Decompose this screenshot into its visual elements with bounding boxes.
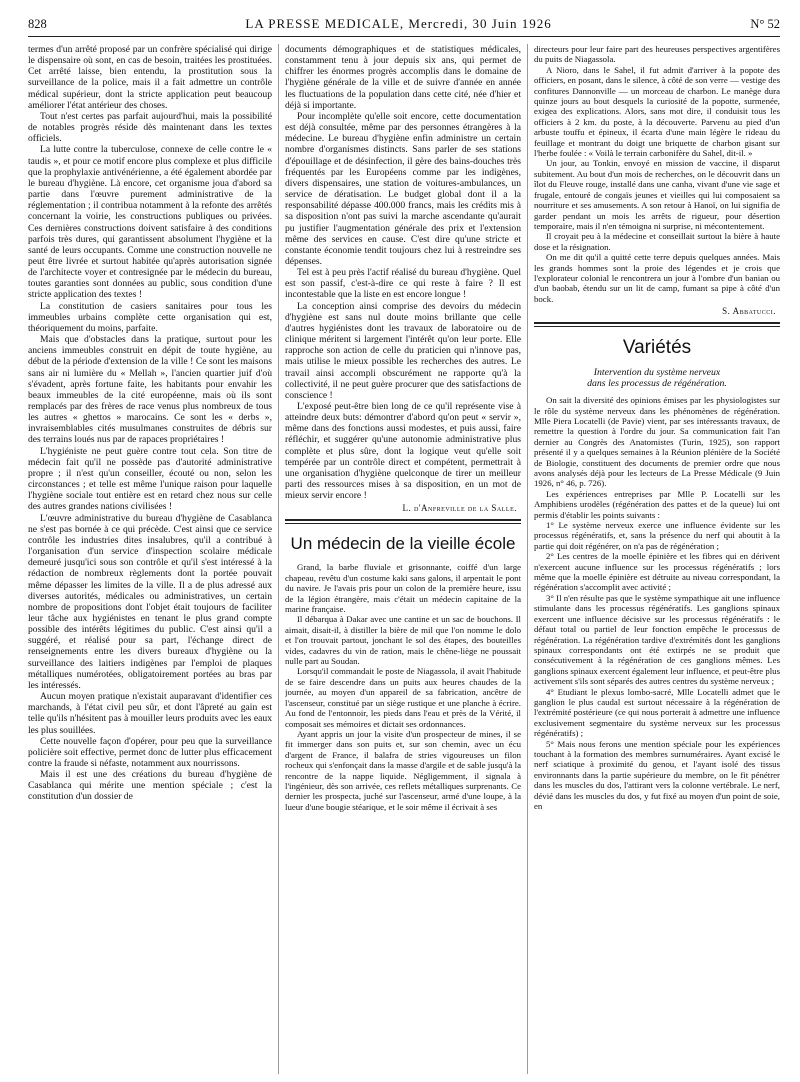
paragraph: Un jour, au Tonkin, envoyé en mission de vaccine, il disparut subitement. Au bout d'un mois de recherches, on le découvrit dans un îlot du Fleuve rouge, installé dans une canha, vivant d'une vie sage et frugale, entouré de congaïs jeunes et vieilles qui lui composaient sa nourriture et ses amusements. A son retour à Hanoï, on lui signifia de garder pendant un mois les arrêts de rigueur, pour désertion temporaire, mais il n'en témoigna ni surprise, ni mécontentement. <box>534 158 780 231</box>
paragraph: La conception ainsi comprise des devoirs du médecin d'hygiène est sans nul doute moins brillante que celle d'autres hygiénistes dont les travaux de laboratoire ou de clinique méritent si largement l'intérêt qu'on leur porte. Elle rapproche son action de celle du praticien qui n'innove pas, mais utilise le mieux possible les recherches des autres. Le travail ainsi accompli obscurément ne rapporte qu'à la collectivité, il ne peut guère procurer que des satisfactions de conscience ! <box>285 300 521 401</box>
column-divider <box>278 44 279 1074</box>
paragraph: Lorsqu'il commandait le poste de Niagassola, il avait l'habitude de se faire descendre dans un puits aux heures chaudes de la journée, au moyen d'un appareil de sa fabrication, ancêtre de l'ascenseur, constitué par un siège rustique et une planche à écrire. Au fond de l'entonnoir, les pieds dans l'eau et près de la Vérité, il composait ses mémoires et dictait ses ordonnances. <box>285 666 521 729</box>
paragraph: 5° Mais nous ferons une mention spéciale pour les expériences touchant à la formation des membres surnuméraires. Ayant excisé le nerf sciatique à proximité du genou, et l'ayant isolé des tissus environnants dans la partie supérieure du membre, on le fit pénétrer dans les muscles du dos, l'attirant vers la colonne vertébrale. Le nerf, dévié dans les muscles du dos, y fut fixé au moyen d'un point de soie, en <box>534 738 780 811</box>
paragraph: documents démographiques et de statistiques médicales, constamment tenu à jour depuis six ans, qui permet de chiffrer les énormes progrès accomplis dans le domaine de l'hygiène générale de la ville et de suivre d'année en année les fluctuations de la population dans cette cité, née d'hier et déjà si importante. <box>285 44 521 111</box>
page-header <box>28 14 780 34</box>
page-number: 828 <box>28 16 47 31</box>
subtitle-line: dans les processus de régénération. <box>587 378 727 390</box>
paragraph: 4° Etudiant le plexus lombo-sacré, Mlle Locatelli admet que le ganglion le plus caudal est surtout nécessaire à la régénération de l'extrémité postérieure (ce qui nous porterait à admettre une influence exclusivement segmentaire du système nerveux sur les processus régénératifs) ; <box>534 686 780 739</box>
paragraph: On sait la diversité des opinions émises par les physiologistes sur le rôle du système nerveux dans les phénomènes de régénération. Mlle Piera Locatelli (de Pavie) vient, par ses intéressants travaux, de remettre la question à l'ordre du jour. Sa communication fait l'an dernier au Congrès des Anatomistes (Turin, 1925), son rapport présenté il y a quelques semaines à la Réunion plénière de la Société de Biologie, constituent des documents de premier ordre que nous avons analysés déjà pour les lecteurs de La Presse Médicale (9 Juin 1926, n° 46, p. 726). <box>534 395 780 489</box>
column-3 <box>534 44 780 1074</box>
column-divider <box>527 44 528 1074</box>
paragraph: 3° Il n'en résulte pas que le système sympathique ait une influence stimulante dans les processus régénératifs. Les ganglions spinaux exercent une influence décisive sur les processus régénératifs : le défaut total ou partiel de leur fonction empêche le processus de régénération. La régénération tardive d'extrémités dont les ganglions spinaux correspondants ont été extirpés ne se produit que consécutivement à la régénération de ces ganglions mêmes. Les ganglions spinaux exercent également leur influence, et peut-être plus activement s'ils sont séparés des autres centres du système nerveux ; <box>534 592 780 687</box>
paragraph: Ayant appris un jour la visite d'un prospecteur de mines, il se fit immerger dans son puits et, sur son chemin, avec un écu d'argent de France, il balafra de stries vigoureuses un filon rocheux qui s'enfonçait dans la masse d'argile et de sable jusqu'à la rencontre de la nappe liquide. Négligemment, il signala à l'ingénieur, dès son arrivée, ces reflets métalliques surprenants. Ce dernier les prospecta, juché sur l'ascenseur, armé d'une loupe, à la lueur d'une bougie stéarique, et le soir même il écrivait à ses <box>285 728 521 812</box>
issue-number: N° 52 <box>750 16 780 31</box>
paragraph: La lutte contre la tuberculose, connexe de celle contre le « taudis », et pour ce motif encore plus complexe et plus difficile que la prophylaxie antivénérienne, a été également abordée par le bureau d'hygiène. Là encore, cet organisme joua d'abord sa partie dans l'œuvre purement administrative de la réglementation ; il contribua notamment à la refonte des arrêtés concernant la voirie, les constructions publiques ou privées. Ces dernières constructions doivent satisfaire à des conditions parfois très dures, qui garantissent absolument l'hygiène et la santé de leurs occupants. Comme une construction nouvelle ne peut être livrée et surtout habitée qu'après autorisation signée de l'architecte voyer et contresignée par le médecin du bureau, toutes garanties sont données au public, sous condition d'une stricte application des textes ! <box>28 144 272 301</box>
paragraph: directeurs pour leur faire part des heureuses perspectives argentifères du puits de Niagassola. <box>534 44 780 65</box>
section-separator <box>534 322 780 327</box>
paragraph: Pour incomplète qu'elle soit encore, cette documentation est déjà consultée, même par des personnes étrangères à la médecine. Le bureau d'hygiène enfin administre un certain nombre d'organismes distincts. Sans parler de ses stations d'épouillage et de désinfection, il gère des bains-douches très fréquentés par les Européens comme par les indigènes, divers dispensaires, une station de voitures-ambulances, un service de dératisation. Le budget global dont il a la responsabilité dépasse 400.000 francs, mais les crédits mis à sa disposition n'ont pas suivi la marche ascendante qu'aurait pu justifier l'augmentation générale des prix et l'extension même des services en cause. C'est dire qu'une stricte et constante économie tendit toujours chez lui à restreindre ses dépenses. <box>285 110 521 267</box>
paragraph: Cette nouvelle façon d'opérer, pour peu que la surveillance policière soit effective, permet donc de lutter plus efficacement contre la fraude si néfaste, notamment aux nourrissons. <box>28 735 272 769</box>
paragraph: L'hygiéniste ne peut guère contre tout cela. Son titre de médecin fait qu'il ne possède pas d'autorité administrative propre ; il n'est qu'un conseiller, écouté ou non, selon les circonstances ; et telle est même l'unique raison pour laquelle l'hygiène sociale tout entière est en retard chez nous sur celle des autres grandes nations civilisées ! <box>28 445 272 513</box>
paragraph: 1° Le système nerveux exerce une influence évidente sur les processus régénératifs, et, sans la présence du nerf qui aboutit à la partie qui doit régénérer, on n'a pas de régénération ; <box>534 520 780 551</box>
paragraph: Mais que d'obstacles dans la pratique, surtout pour les anciens immeubles construit en dépit de toute hygiène, au début de la période d'extension de la ville ! Ce sont les maisons sans air ni lumière du « Mellah », l'ancien quartier juif d'où s'évadent, après fortune faite, les habitants pour envahir les beaux immeubles de la cité européenne, mais où ils sont remplacés par des frères de race venus plus nombreux de tous les autres « ghettos » marocains. Ce sont les « derbs », invraisemblables cités musulmanes construites de débris sur des terrains loués nus par de rapaces propriétaires ! <box>28 334 272 446</box>
paragraph: Tel est à peu près l'actif réalisé du bureau d'hygiène. Quel est son passif, c'est-à-dire ce qui reste à faire ? Il est incontestable que la liste en est encore longue ! <box>285 267 521 301</box>
article-title: Un médecin de la vieille école <box>290 534 516 554</box>
paragraph: 2° Les centres de la moelle épinière et les fibres qui en dérivent n'exercent aucune influence sur les processus régénératifs ; lors même que la moelle épinière est détruite au niveau correspondant, la régénération s'accomplit avec activité ; <box>534 551 780 593</box>
column-1 <box>28 44 272 1074</box>
paragraph: La constitution de casiers sanitaires pour tous les immeubles urbains complète cette organisation qui est, théoriquement du moins, parfaite. <box>28 300 272 334</box>
paragraph: Tout n'est certes pas parfait aujourd'hui, mais la possibilité de notables progrès réside dès maintenant dans les textes officiels. <box>28 110 272 145</box>
author-signature: S. Abbatucci. <box>722 306 776 317</box>
paragraph: A Nioro, dans le Sahel, il fut admit d'arriver à la popote des officiers, en posant, dans le silence, à côté de son verre — vestige des confitures Dannonville — un morceau de charbon. Le manège dura quinze jours au bout desquels la curiosité de la popotte, surmenée, exigea des explications. Alors, sans mot dire, il conduisit tous les officiers à 2 km. du poste, à la découverte. Parvenu au pied d'un arbuste touffu et épineux, il écarta d'une main légère le rideau du feuillage et montrant du doigt une briquette de charbon gisant sur l'herbe foulée : « Voilà le terrain carbonifère du Sahel, dit-il. » <box>534 64 780 159</box>
paragraph: On me dit qu'il a quitté cette terre depuis quelques années. Mais les grands hommes sont la proie des légendes et je crois que l'explorateur colonial le rencontrera un jour à l'ombre d'un banian ou d'un baobab, étendu sur un lit de camp, fumant sa pipe à côté d'un bock. <box>534 252 780 304</box>
article-subtitle <box>534 367 780 389</box>
paragraph: termes d'un arrêté proposé par un confrère spécialisé qui dirige le dispensaire où sont, en cas de besoin, traitées les prostituées. Cet arrêté laisse, bien entendu, la prostitution sous la surveillance de la police, mais il a fait admettre un contrôle médical supérieur, dont la stricte application peut beaucoup améliorer l'état antérieur des choses. <box>28 44 272 111</box>
paragraph: Aucun moyen pratique n'existait auparavant d'identifier ces marchands, à l'état civil peu sûr, et dont l'âpreté au gain est telle qu'ils n'hésitent pas à mouiller leurs produits avec les eaux les plus souillées. <box>28 691 272 736</box>
subtitle-line: Intervention du système nerveux <box>593 367 721 379</box>
journal-title: LA PRESSE MEDICALE, Mercredi, 30 Juin 1926 <box>245 16 552 31</box>
paragraph: Grand, la barbe fluviale et grisonnante, coiffé d'un large chapeau, revêtu d'un costume kaki sans galons, il arpentait le pont du navire. Je l'avais pris pour un colon de la première heure, issu de la légion étrangère, mais c'était un médecin capitaine de la marine française. <box>285 562 521 615</box>
paragraph: L'œuvre administrative du bureau d'hygiène de Casablanca ne s'est pas bornée à ce qui précède. C'est ainsi que ce service contrôle les industries dites insalubres, qu'il a contribué à l'organisation d'un service d'inspection scolaire médicale demeuré jusqu'ici sous son contrôle et qu'il s'est intéressé à la rédaction de nombreux règlements dont la portée pouvait même dépasser les limites de la ville. Il a de plus adressé aux diverses autorités, médicales ou administratives, un certain nombre de propositions dont l'objet était toujours de faciliter leur tâche aux hygiénistes en tenant le plus grand compte possible des intérêts légitimes du public. C'est ainsi qu'il a suggéré, et réalisé pour sa part, l'échange direct de renseignements entre les divers bureaux d'hygiène ou la surveillance des laitiers indigènes par l'emploi de plaques métalliques numérotées, obligatoirement portées au bras par les intéressés. <box>28 512 272 691</box>
section-title: Variétés <box>622 337 692 359</box>
paragraph: Il débarqua à Dakar avec une cantine et un sac de bouchons. Il aimait, disait-il, à distiller la bière de mil que l'on nomme le dolo et l'on trouvait partout, jonchant le sol des étapes, des bouteilles vides, cadavres du vin de ration, mais le chêne-liège ne poussait nulle part au Soudan. <box>285 614 521 667</box>
column-2 <box>285 44 521 1074</box>
section-separator <box>285 519 521 524</box>
paragraph: L'exposé peut-être bien long de ce qu'il représente vise à atteindre deux buts: démontrer d'abord qu'on peut « servir », même dans des fonctions aussi modestes, et puis aussi, faire réfléchir, et suggérer qu'une autonomie administrative plus complète et plus sûre, dont la logique veut qu'elle soit tempérée par un contrôle direct et compétent, permettrait à une organisation d'hygiène quelconque de tirer un meilleur parti des ressources mises à sa disposition, en un mot de mieux servir encore ! <box>285 401 521 502</box>
paragraph: Il croyait peu à la médecine et conseillait surtout la bière à haute dose et la résignation. <box>534 231 780 252</box>
header-rule <box>28 36 780 37</box>
paragraph: Les expériences entreprises par Mlle P. Locatelli sur les Amphibiens urodèles (régénération des pattes et de la queue) lui ont permis d'établir les points suivants : <box>534 488 780 520</box>
author-signature: L. d'Anfreville de la Salle. <box>402 503 517 514</box>
paragraph: Mais il est une des créations du bureau d'hygiène de Casablanca qui mérite une mention spéciale ; c'est la constitution d'un dossier de <box>28 769 272 803</box>
